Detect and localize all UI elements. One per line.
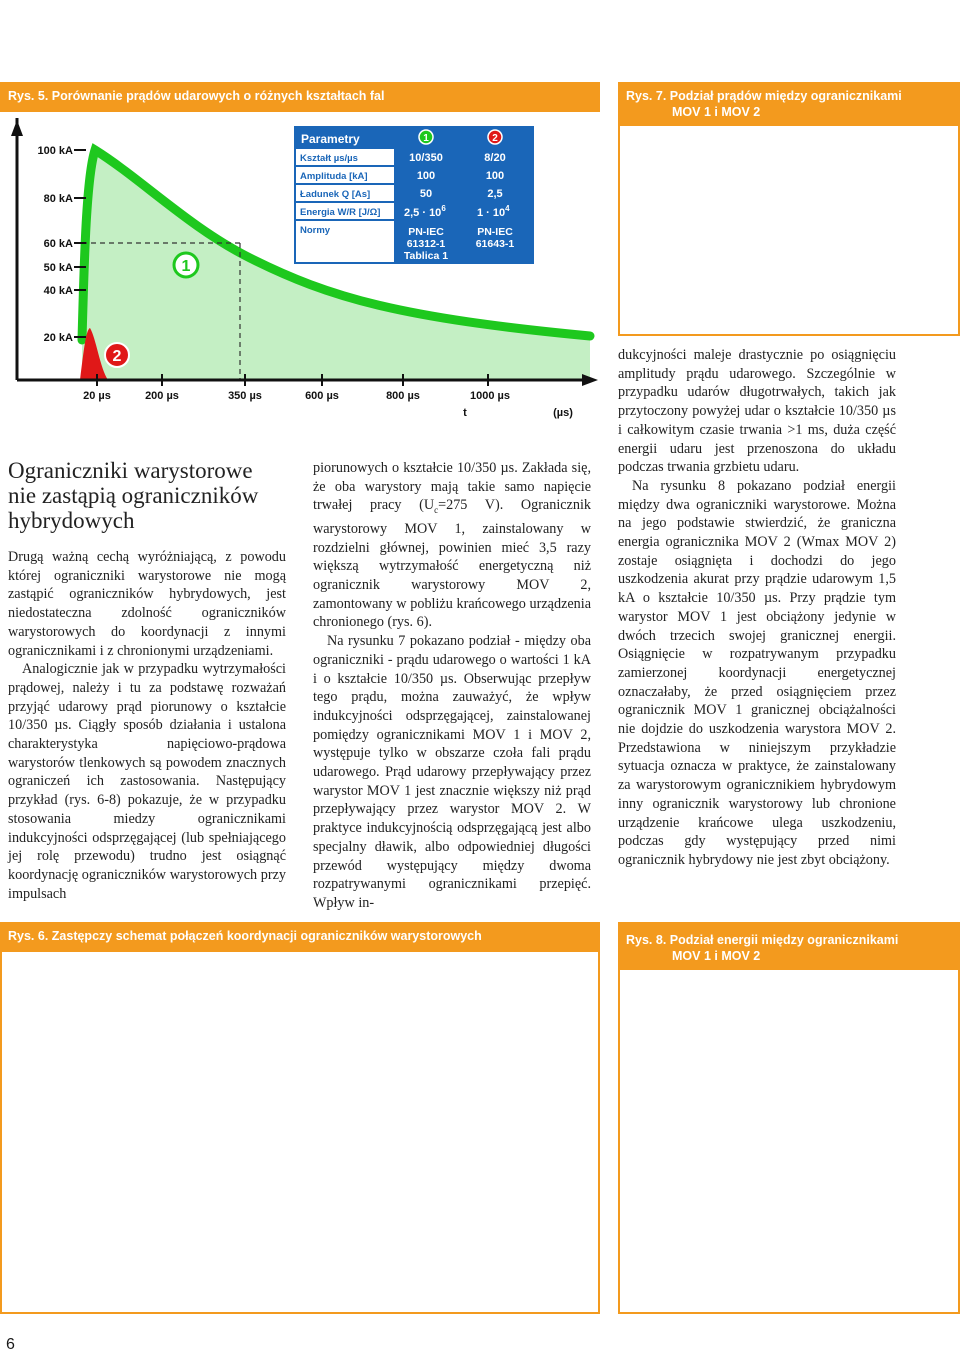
y-tick-100: 100 kA: [37, 145, 73, 157]
badge-1: [174, 253, 198, 277]
page-number: 6: [6, 1336, 15, 1353]
row-label-amplitude: Amplituda [kA]: [300, 171, 368, 182]
fig8-frame: [618, 970, 960, 1314]
cell-1-charge: 50: [419, 188, 433, 200]
fig5-caption-text: Rys. 5. Porównanie prądów udarowych o różnych kształtach fal: [8, 89, 385, 103]
cell-2-charge: 2,5: [487, 188, 503, 200]
y-tick-80: 80 kA: [43, 193, 73, 205]
cell-1-shape: 10/350: [409, 152, 443, 164]
row-label-energy: Energia W/R [J/Ω]: [300, 207, 381, 218]
col3-paragraph-2: Na rysunku 8 pokazano podział energii między dwa ograniczniki warystorowe. Można na jego podstawie stwierdzić, że graniczna energia ogranicznika MOV 2 (Wmax MOV 2) zostaje osiągnięta i dochodzi do jego uszkodzenia akurat przy prądzie udarowym 1,5 kA o kształcie 10/350 µs. Przy prądzie tym warystor MOV 1 jest obciążony jedynie w dwóch trzecich swojej granicznej energii. Osiągnięcie w rozpatrywanym przypadku zamierzonej koordynacji energetycznej oznaczałaby, że przed osiągnięciem przez ogranicznik MOV 1 granicznej obciążalności nie dojdzie do uszkodzenia warystora MOV 2. Przedstawiona w niniejszym przykładzie sytuacja oznacza w praktyce, że zainstalowany za warystorowym ogranicznikiem hybrydowym inny ogranicznik warystorowy lub chronione urządzenie krańcowe ulega uszkodzeniu, podczas gdy występujący przed nimi ogranicznik hybrydowy nie jest zbyt obciążony.: [618, 477, 896, 868]
fig5-chart: [0, 118, 600, 428]
badge-1-text: 1: [181, 258, 191, 275]
col2-p1-sub: c: [434, 505, 439, 516]
heading-line2: nie zastąpią ograniczników: [8, 483, 259, 508]
badge-2: [105, 343, 129, 367]
row-label-norms: Normy: [300, 225, 331, 236]
row-label-charge: Ładunek Q [As]: [300, 189, 371, 200]
parameter-table: [294, 126, 534, 264]
y-axis-arrow: [11, 120, 23, 136]
fig8-caption-line2: MOV 1 i MOV 2: [672, 949, 761, 963]
text-column-2: [313, 459, 591, 913]
section-heading: [8, 458, 288, 533]
cell-1-norm-c: Tablica 1: [403, 250, 449, 262]
table-col2: 2: [492, 133, 498, 144]
heading-line3: hybrydowych: [8, 508, 135, 533]
y-tick-60: 60 kA: [43, 238, 73, 250]
cell-1-amplitude: 100: [416, 170, 436, 182]
fig5-caption: [0, 82, 600, 112]
cell-2-energy-base: 1 · 10: [477, 207, 506, 219]
text-column-1: [8, 548, 286, 903]
fig8-caption: [618, 922, 960, 970]
cell-2-norm-b: 61643-1: [475, 238, 515, 250]
x-tick-350: 350 µs: [228, 390, 262, 402]
x-tick-20: 20 µs: [83, 390, 111, 402]
col2-p1-rest: =275 V). Ogranicznik warystorowy MOV 1, zainstalowany w rozdzielni głównej, powinien mieć 3,5 razy większą wytrzymałość energetyczną niż ogranicznik warystorowy MOV 2, zamontowany w pobliżu krańcowego urządzenia chronionego (rys. 6).: [313, 497, 591, 631]
cell-1-norm-a: PN-IEC: [408, 226, 444, 238]
col2-p1-start: piorunowych o kształcie 10/350 µs. Zakłada się, że oba warystory mają takie samo napięcie trwałej pracy (U: [313, 460, 591, 514]
x-tick-200: 200 µs: [145, 390, 179, 402]
fig6-caption: [0, 922, 600, 952]
col1-paragraph-1: Drugą ważną cechą wyróżniającą, z powodu której ograniczniki warystorowe nie mogą zastąpić ograniczników hybrydowych, jest niedostateczna zdolność ograniczników warystorowych do koordynacji z innymi ogranicznikami i z chronionymi urządzeniami.: [8, 549, 286, 659]
col3-paragraph-1: dukcyjności maleje drastycznie po osiągnięciu amplitudy prądu udarowego. Szczególnie w przypadku udarów długotrwałych, takich jak przytoczony powyżej udar o kształcie 10/350 µs i całkowitym czasie trwania >1 ms, duża część energii udaru jest przenoszona do układu podczas trwania grzbietu udaru.: [618, 347, 896, 476]
table-header: Parametry: [301, 132, 360, 146]
y-tick-50: 50 kA: [43, 262, 73, 274]
heading-line1: Ograniczniki warystorowe: [8, 458, 253, 483]
table-col1: 1: [423, 133, 429, 144]
col2-paragraph-2: Na rysunku 7 pokazano podział - między oba ograniczniki - prądu udarowego o wartości 1 kA i o kształcie 10/350 µs. Obserwując przepływ tego prądu, można zauważyć, że wpływ indukcyjności odsprzęgającej, zainstalowanej pomiędzy ogranicznikami MOV 1 i MOV 2, występuje tylko w obszarze czoła fali prądu udarowego. Prąd udarowy przepływający przez warystor MOV 1 jest znacznie większy niż prąd przepływający przez warystor MOV 2. W praktyce indukcyjnością odsprzęgającą jest albo specjalny dławik, albo odpowiedniej długości przewód występujący między dwoma rozpatrywanymi ogranicznikami przepięć. Wpływ in-: [313, 633, 591, 911]
fig6-caption-text: Rys. 6. Zastępczy schemat połączeń koordynacji ograniczników warystorowych: [8, 929, 482, 943]
fig7-caption: [618, 82, 960, 126]
fig7-frame: [618, 126, 960, 336]
fig7-caption-line1: Rys. 7. Podział prądów między ogranicznikami: [626, 89, 902, 103]
cell-1-energy-exp: 6: [441, 204, 446, 213]
text-column-3: [618, 346, 896, 870]
cell-2-norm-a: PN-IEC: [477, 226, 513, 238]
badge-2-text: 2: [112, 348, 122, 365]
col2-paragraph-1: [313, 459, 591, 632]
cell-2-shape: 8/20: [484, 152, 506, 164]
fig8-caption-line1: Rys. 8. Podział energii między ogranicznikami: [626, 933, 899, 947]
y-tick-20: 20 kA: [43, 332, 73, 344]
y-tick-40: 40 kA: [43, 285, 73, 297]
cell-1-norm-b: 61312-1: [406, 238, 446, 250]
x-tick-1000: 1000 µs: [470, 390, 510, 402]
cell-1-energy-base: 2,5 · 10: [404, 207, 442, 219]
fig7-caption-line2: MOV 1 i MOV 2: [672, 105, 761, 119]
x-tick-600: 600 µs: [305, 390, 339, 402]
x-tick-800: 800 µs: [386, 390, 420, 402]
cell-2-amplitude: 100: [485, 170, 505, 182]
col1-paragraph-2: Analogicznie jak w przypadku wytrzymałości prądowej, należy i tu za podstawę rozważań przyjąć udarowy prąd piorunowy o kształcie 10/350 µs. Ciągły sposób działania i ustalona charakterystyka napięciowo-prądowa warystorów tlenkowych są powodem znacznych ograniczeń ich zastosowania. Następujący przykład (rys. 6-8) pokazuje, że w przypadku stosowania miedzy ogranicznikami indukcyjności odsprzęgającej (lub spełniającego jej rolę przewodu) trudno jest osiągnąć koordynację ograniczników warystorowych przy impulsach: [8, 661, 286, 902]
x-axis-unit: (µs): [553, 407, 573, 419]
cell-1-energy: [404, 204, 446, 219]
fig6-frame: [0, 952, 600, 1314]
row-label-shape: Kształt µs/µs: [300, 153, 358, 164]
x-axis-t: t: [463, 407, 467, 419]
cell-2-energy-exp: 4: [505, 204, 510, 213]
